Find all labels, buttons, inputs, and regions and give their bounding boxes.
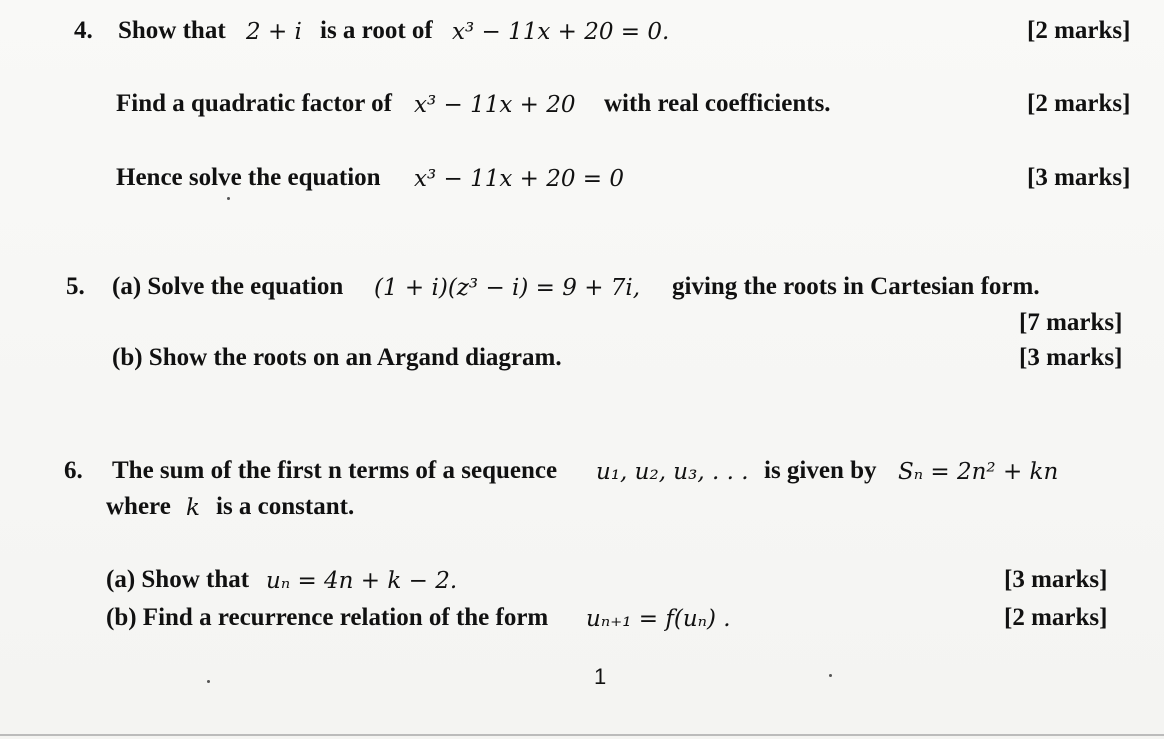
q6-a-text: (a) Show that <box>106 566 250 593</box>
q4-line2-math: x³ − 11x + 20 <box>414 92 576 118</box>
q5-a-after: giving the roots in Cartesian form. <box>672 273 1040 300</box>
q6-line1-math-sequence: u₁, u₂, u₃, . . . <box>596 459 749 485</box>
page-edge <box>0 734 1164 736</box>
q6-b-marks: [2 marks] <box>1004 604 1108 631</box>
q4-line1-text: Show that <box>118 17 226 44</box>
q4-number: 4. <box>74 17 93 44</box>
q4-line1-math-root: 2 + i <box>246 19 302 45</box>
stray-mark-right <box>829 674 832 677</box>
q4-line1-math-equation: x³ − 11x + 20 = 0. <box>452 19 670 45</box>
q6-line2-text: where <box>106 493 171 520</box>
q6-line1-math-sum: Sₙ = 2n² + kn <box>898 459 1059 485</box>
q5-a-text: (a) Solve the equation <box>112 273 344 300</box>
q6-number: 6. <box>64 457 83 484</box>
q4-line3-marks: [3 marks] <box>1027 164 1131 191</box>
q5-b-text: (b) Show the roots on an Argand diagram. <box>112 344 562 371</box>
q5-b-marks: [3 marks] <box>1019 344 1123 371</box>
q6-a-math: uₙ = 4n + k − 2. <box>266 568 458 594</box>
q6-b-math: uₙ₊₁ = f(uₙ) . <box>586 606 731 632</box>
q5-a-marks: [7 marks] <box>1019 309 1123 336</box>
page-number: 1 <box>594 664 607 689</box>
q4-line1-marks: [2 marks] <box>1027 17 1131 44</box>
q6-line2-after: is a constant. <box>216 493 355 520</box>
q4-line3-text: Hence solve the equation <box>116 164 381 191</box>
q6-b-text: (b) Find a recurrence relation of the form <box>106 604 549 631</box>
q6-line1-mid: is given by <box>764 457 877 484</box>
q4-line1-mid: is a root of <box>320 17 433 44</box>
q4-line3-math: x³ − 11x + 20 = 0 <box>414 166 625 192</box>
q5-number: 5. <box>66 273 85 300</box>
q6-line2-math: k <box>186 495 200 521</box>
q5-a-math: (1 + i)(z³ − i) = 9 + 7i, <box>374 275 641 301</box>
q6-a-marks: [3 marks] <box>1004 566 1108 593</box>
q4-line2-text: Find a quadratic factor of <box>116 90 392 117</box>
q4-line2-marks: [2 marks] <box>1027 90 1131 117</box>
stray-mark-left <box>207 680 210 683</box>
stray-mark-top <box>227 197 230 200</box>
q6-line1-text: The sum of the first n terms of a sequence <box>112 457 558 484</box>
q4-line2-after: with real coefficients. <box>604 90 831 117</box>
